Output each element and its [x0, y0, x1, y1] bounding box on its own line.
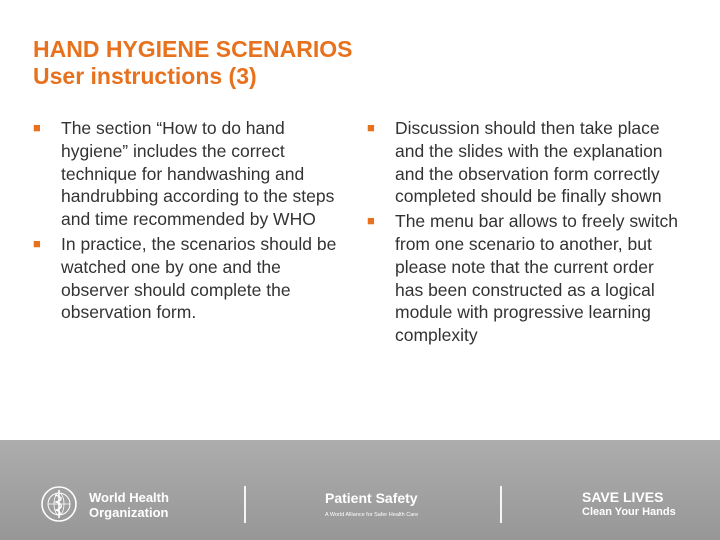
bullet-item [367, 210, 685, 347]
footer-bar [0, 440, 720, 540]
left-column [33, 117, 351, 326]
bullet-marker: ■ [367, 213, 375, 229]
bullet-marker: ■ [367, 120, 375, 135]
bullet-item [33, 117, 351, 231]
bullet-text: In practice, the scenarios should be watched one by one and the observer should complete the observation form. [61, 233, 337, 323]
bullet-item [367, 117, 685, 208]
footer-divider [500, 486, 502, 523]
bullet-marker: ■ [33, 120, 41, 135]
patient-safety-title: Patient Safety [325, 490, 418, 506]
save-lives-title: SAVE LIVES [582, 489, 664, 505]
bullet-item [33, 233, 351, 324]
who-name-line-1: World Health [89, 490, 169, 505]
title-line-1: HAND HYGIENE SCENARIOS [33, 36, 353, 62]
bullet-text: Discussion should then take place and the slides with the explanation and the observation form correctly completed should be finally shown [395, 118, 663, 207]
bullet-text: The menu bar allows to freely switch from one scenario to another, but please note that the current order has been constructed as a logical module with progressive learning complexity [395, 211, 679, 346]
who-name [89, 490, 169, 520]
title-line-2: User instructions (3) [33, 63, 257, 89]
who-name-line-2: Organization [89, 505, 169, 520]
clean-hands-subtitle: Clean Your Hands [582, 506, 676, 518]
bullet-marker: ■ [33, 235, 41, 251]
patient-safety-subtitle: A World Alliance for Safer Health Care [325, 512, 419, 518]
footer-divider [244, 486, 246, 523]
right-column [367, 117, 685, 349]
who-emblem-icon [40, 485, 78, 523]
bullet-text: The section “How to do hand hygiene” includes the correct technique for handwashing and handrubbing according to the steps and time recommended by WHO [61, 118, 335, 230]
slide-title [33, 36, 352, 90]
